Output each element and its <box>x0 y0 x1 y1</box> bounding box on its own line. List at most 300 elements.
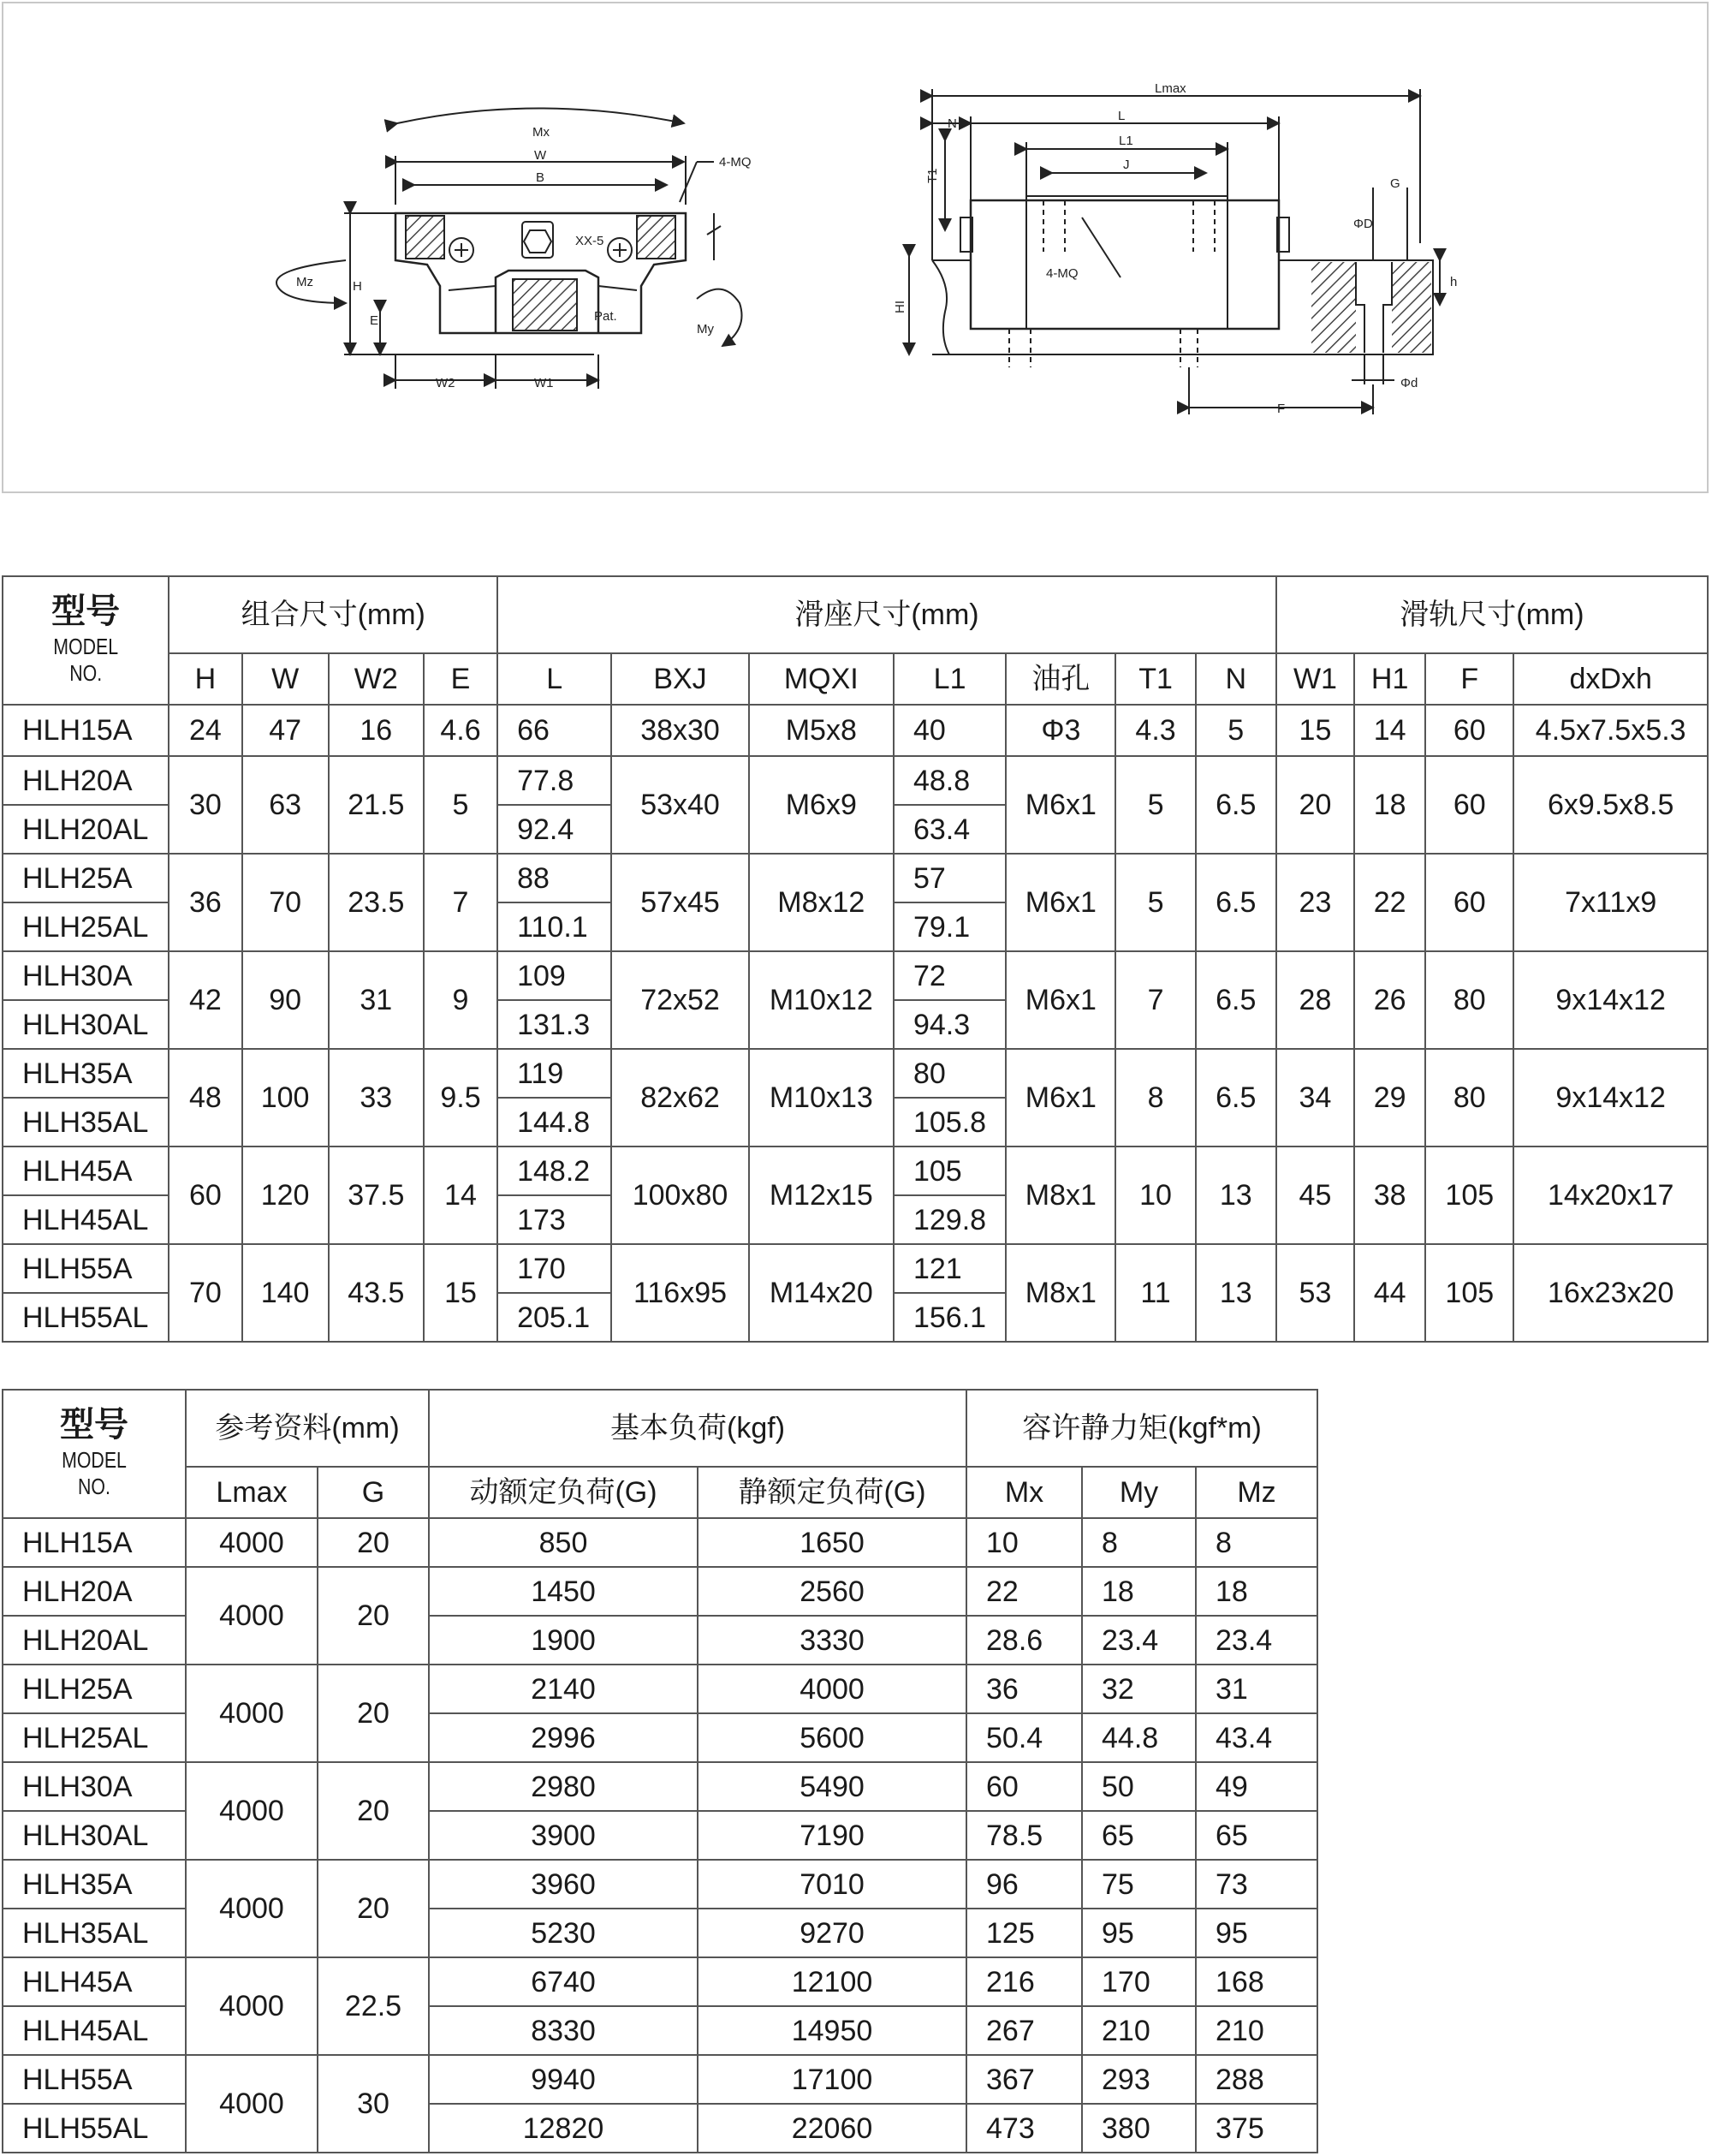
column-header: H <box>169 653 241 705</box>
cell-e: 14 <box>424 1146 497 1244</box>
cell-h: 70 <box>169 1244 241 1342</box>
cell-dxdxh: 6x9.5x8.5 <box>1513 756 1708 854</box>
label-w1: W1 <box>534 376 554 390</box>
model-cell: HLH35A <box>3 1049 169 1098</box>
cell-l: 88 <box>497 854 611 902</box>
cell-dynamic-load: 3960 <box>429 1860 698 1909</box>
cell-h1: 14 <box>1354 705 1425 756</box>
label-b: B <box>536 170 545 185</box>
header-model-en-2: NO. <box>69 660 103 686</box>
dimensions-table-header <box>3 576 1708 705</box>
header-group-static-moment: 容许静力矩(kgf*m) <box>966 1390 1317 1467</box>
cell-my: 170 <box>1082 1957 1196 2006</box>
label-t1: T1 <box>925 168 940 183</box>
cell-dynamic-load: 9940 <box>429 2055 698 2104</box>
front-view <box>276 109 742 390</box>
cell-dynamic-load: 1450 <box>429 1567 698 1616</box>
model-cell: HLH35A <box>3 1860 186 1909</box>
cell-t1: 4.3 <box>1115 705 1195 756</box>
cell-w: 70 <box>242 854 329 951</box>
model-cell: HLH25A <box>3 1665 186 1713</box>
cell-static-load: 14950 <box>698 2006 966 2055</box>
loads-header-model-en-2: NO. <box>78 1474 110 1499</box>
cell-l1: 105.8 <box>894 1098 1006 1146</box>
cell-lmax: 4000 <box>186 1567 318 1665</box>
model-cell: HLH25AL <box>3 902 169 951</box>
header-group-block: 滑座尺寸(mm) <box>497 576 1276 653</box>
cell-mx: 267 <box>966 2006 1082 2055</box>
cell-dynamic-load: 1900 <box>429 1616 698 1665</box>
loads-header-model-cn: 型号 <box>60 1405 128 1444</box>
table-row <box>3 854 1708 902</box>
cell-l: 170 <box>497 1244 611 1293</box>
cell-l: 109 <box>497 951 611 1000</box>
cell-mz: 43.4 <box>1196 1713 1317 1762</box>
cell-f: 80 <box>1425 1049 1513 1146</box>
column-header: F <box>1425 653 1513 705</box>
cell-l1: 72 <box>894 951 1006 1000</box>
cell-mx: 36 <box>966 1665 1082 1713</box>
cell-oil-hole: M8x1 <box>1006 1244 1115 1342</box>
cell-e: 9 <box>424 951 497 1049</box>
cell-w1: 53 <box>1276 1244 1354 1342</box>
table-row <box>3 1518 1317 1567</box>
column-header: N <box>1196 653 1276 705</box>
cell-l1: 156.1 <box>894 1293 1006 1342</box>
label-l1: L1 <box>1119 134 1133 148</box>
cell-mx: 216 <box>966 1957 1082 2006</box>
cell-mx: 96 <box>966 1860 1082 1909</box>
model-cell: HLH25AL <box>3 1713 186 1762</box>
model-cell: HLH35AL <box>3 1098 169 1146</box>
cell-l1: 80 <box>894 1049 1006 1098</box>
model-cell: HLH55A <box>3 1244 169 1293</box>
cell-h1: 26 <box>1354 951 1425 1049</box>
cell-l: 148.2 <box>497 1146 611 1195</box>
table-row <box>3 1244 1708 1293</box>
label-j: J <box>1123 158 1130 172</box>
cell-mz: 168 <box>1196 1957 1317 2006</box>
cell-l1: 94.3 <box>894 1000 1006 1049</box>
cell-n: 6.5 <box>1196 951 1276 1049</box>
cell-w2: 16 <box>329 705 424 756</box>
cell-oil-hole: M6x1 <box>1006 951 1115 1049</box>
column-header: dxDxh <box>1513 653 1708 705</box>
cell-l: 144.8 <box>497 1098 611 1146</box>
cell-mx: 473 <box>966 2104 1082 2153</box>
cell-g: 20 <box>318 1860 429 1957</box>
cell-n: 6.5 <box>1196 756 1276 854</box>
cell-f: 60 <box>1425 705 1513 756</box>
column-header: L1 <box>894 653 1006 705</box>
cell-mqxi: M8x12 <box>749 854 894 951</box>
cell-w2: 43.5 <box>329 1244 424 1342</box>
column-header: T1 <box>1115 653 1195 705</box>
cell-mz: 73 <box>1196 1860 1317 1909</box>
model-cell: HLH20AL <box>3 805 169 854</box>
label-xx5: XX-5 <box>575 234 604 248</box>
table-row <box>3 1049 1708 1098</box>
column-header: Mz <box>1196 1467 1317 1518</box>
column-header: Lmax <box>186 1467 318 1518</box>
table-row <box>3 705 1708 756</box>
my-arrow <box>697 289 742 346</box>
cell-my: 23.4 <box>1082 1616 1196 1665</box>
column-header: L <box>497 653 611 705</box>
cell-static-load: 1650 <box>698 1518 966 1567</box>
column-header: H1 <box>1354 653 1425 705</box>
cell-w1: 45 <box>1276 1146 1354 1244</box>
cell-my: 50 <box>1082 1762 1196 1811</box>
cell-mx: 125 <box>966 1909 1082 1957</box>
cell-dynamic-load: 8330 <box>429 2006 698 2055</box>
cell-l: 205.1 <box>497 1293 611 1342</box>
cell-w2: 23.5 <box>329 854 424 951</box>
table-row <box>3 1762 1317 1811</box>
cell-t1: 5 <box>1115 756 1195 854</box>
label-pat: Pat. <box>594 309 617 324</box>
dimensions-column-headers <box>3 653 1708 705</box>
cell-my: 293 <box>1082 2055 1196 2104</box>
table-row <box>3 951 1708 1000</box>
cell-lmax: 4000 <box>186 1518 318 1567</box>
label-4mq-front: 4-MQ <box>719 155 752 170</box>
column-header: MQXI <box>749 653 894 705</box>
cell-mqxi: M5x8 <box>749 705 894 756</box>
cell-w2: 33 <box>329 1049 424 1146</box>
header-group-assembly: 组合尺寸(mm) <box>169 576 497 653</box>
cell-lmax: 4000 <box>186 1860 318 1957</box>
cell-h: 42 <box>169 951 241 1049</box>
cell-e: 9.5 <box>424 1049 497 1146</box>
header-group-reference: 参考资料(mm) <box>186 1390 429 1467</box>
cell-my: 95 <box>1082 1909 1196 1957</box>
cell-static-load: 12100 <box>698 1957 966 2006</box>
cell-static-load: 5600 <box>698 1713 966 1762</box>
cell-dynamic-load: 6740 <box>429 1957 698 2006</box>
cell-mz: 49 <box>1196 1762 1317 1811</box>
cell-w2: 37.5 <box>329 1146 424 1244</box>
cell-bxj: 100x80 <box>611 1146 748 1244</box>
column-header: W2 <box>329 653 424 705</box>
table-row <box>3 1665 1317 1713</box>
cell-w: 90 <box>242 951 329 1049</box>
cell-dynamic-load: 2980 <box>429 1762 698 1811</box>
cell-mz: 95 <box>1196 1909 1317 1957</box>
cell-l: 119 <box>497 1049 611 1098</box>
cell-mz: 288 <box>1196 2055 1317 2104</box>
cell-bxj: 53x40 <box>611 756 748 854</box>
model-cell: HLH15A <box>3 1518 186 1567</box>
cell-w2: 21.5 <box>329 756 424 854</box>
model-cell: HLH45A <box>3 1957 186 2006</box>
cell-n: 6.5 <box>1196 854 1276 951</box>
table-row <box>3 1957 1317 2006</box>
cell-w: 100 <box>242 1049 329 1146</box>
label-e: E <box>370 313 379 328</box>
cell-mx: 10 <box>966 1518 1082 1567</box>
cell-my: 8 <box>1082 1518 1196 1567</box>
table-row <box>3 1567 1317 1616</box>
loads-table <box>2 1389 1318 2153</box>
cell-g: 20 <box>318 1567 429 1665</box>
side-block <box>971 200 1279 329</box>
column-header: E <box>424 653 497 705</box>
cell-static-load: 9270 <box>698 1909 966 1957</box>
cell-my: 75 <box>1082 1860 1196 1909</box>
cell-e: 4.6 <box>424 705 497 756</box>
cell-w1: 28 <box>1276 951 1354 1049</box>
cell-dynamic-load: 12820 <box>429 2104 698 2153</box>
column-header: 静额定负荷(G) <box>698 1467 966 1518</box>
cell-dynamic-load: 850 <box>429 1518 698 1567</box>
cell-static-load: 7190 <box>698 1811 966 1860</box>
label-w: W <box>534 148 547 163</box>
model-cell: HLH30A <box>3 1762 186 1811</box>
model-cell: HLH20AL <box>3 1616 186 1665</box>
model-cell: HLH55A <box>3 2055 186 2104</box>
cell-h: 30 <box>169 756 241 854</box>
model-cell: HLH45AL <box>3 2006 186 2055</box>
cell-l1: 57 <box>894 854 1006 902</box>
label-mx: Mx <box>532 125 550 140</box>
loads-table-body <box>3 1518 1317 2153</box>
cell-e: 5 <box>424 756 497 854</box>
loads-header-model-en-1: MODEL <box>62 1446 127 1473</box>
cell-w1: 23 <box>1276 854 1354 951</box>
model-cell: HLH55AL <box>3 2104 186 2153</box>
cell-lmax: 4000 <box>186 1665 318 1762</box>
cell-static-load: 22060 <box>698 2104 966 2153</box>
cell-oil-hole: M8x1 <box>1006 1146 1115 1244</box>
cell-my: 32 <box>1082 1665 1196 1713</box>
cell-f: 60 <box>1425 854 1513 951</box>
model-cell: HLH30AL <box>3 1000 169 1049</box>
cell-e: 7 <box>424 854 497 951</box>
label-h-small: h <box>1450 275 1458 289</box>
column-header: 油孔 <box>1006 653 1115 705</box>
label-f: F <box>1277 402 1286 416</box>
cell-f: 105 <box>1425 1244 1513 1342</box>
cell-g: 20 <box>318 1762 429 1860</box>
cell-l: 77.8 <box>497 756 611 805</box>
cell-f: 105 <box>1425 1146 1513 1244</box>
table-row <box>3 756 1708 805</box>
label-l: L <box>1118 109 1126 123</box>
column-header: Mx <box>966 1467 1082 1518</box>
cell-static-load: 4000 <box>698 1665 966 1713</box>
cell-h: 24 <box>169 705 241 756</box>
cell-mx: 60 <box>966 1762 1082 1811</box>
cell-mqxi: M10x13 <box>749 1049 894 1146</box>
cell-bxj: 72x52 <box>611 951 748 1049</box>
cell-mx: 28.6 <box>966 1616 1082 1665</box>
cell-n: 13 <box>1196 1244 1276 1342</box>
loads-column-headers <box>3 1467 1317 1518</box>
header-group-rail: 滑轨尺寸(mm) <box>1276 576 1708 653</box>
cell-mz: 23.4 <box>1196 1616 1317 1665</box>
cell-mz: 18 <box>1196 1567 1317 1616</box>
model-cell: HLH30AL <box>3 1811 186 1860</box>
cell-l: 131.3 <box>497 1000 611 1049</box>
label-g: G <box>1390 176 1400 191</box>
cell-h: 48 <box>169 1049 241 1146</box>
cell-bxj: 82x62 <box>611 1049 748 1146</box>
cell-h1: 18 <box>1354 756 1425 854</box>
cell-w: 63 <box>242 756 329 854</box>
cell-n: 5 <box>1196 705 1276 756</box>
cell-lmax: 4000 <box>186 2055 318 2153</box>
cell-dxdxh: 14x20x17 <box>1513 1146 1708 1244</box>
model-cell: HLH55AL <box>3 1293 169 1342</box>
cell-f: 80 <box>1425 951 1513 1049</box>
cell-oil-hole: M6x1 <box>1006 756 1115 854</box>
model-cell: HLH25A <box>3 854 169 902</box>
mx-arrow <box>397 109 684 124</box>
cell-t1: 11 <box>1115 1244 1195 1342</box>
header-model <box>3 576 169 705</box>
side-view <box>909 89 1440 414</box>
label-hi: HI <box>893 301 907 313</box>
cell-mz: 375 <box>1196 2104 1317 2153</box>
technical-drawing <box>3 3 1707 491</box>
header-model-en-1: MODEL <box>53 633 119 659</box>
model-cell: HLH15A <box>3 705 169 756</box>
cell-dxdxh: 9x14x12 <box>1513 951 1708 1049</box>
model-cell: HLH35AL <box>3 1909 186 1957</box>
cell-l1: 105 <box>894 1146 1006 1195</box>
cell-oil-hole: Φ3 <box>1006 705 1115 756</box>
cell-bxj: 38x30 <box>611 705 748 756</box>
technical-drawing-panel <box>2 2 1709 493</box>
loads-table-header <box>3 1390 1317 1518</box>
cell-mx: 50.4 <box>966 1713 1082 1762</box>
cell-l: 92.4 <box>497 805 611 854</box>
table-row <box>3 1860 1317 1909</box>
model-cell: HLH45A <box>3 1146 169 1195</box>
label-my: My <box>697 322 714 337</box>
cell-h: 60 <box>169 1146 241 1244</box>
cell-mqxi: M12x15 <box>749 1146 894 1244</box>
cell-dxdxh: 7x11x9 <box>1513 854 1708 951</box>
cell-mz: 210 <box>1196 2006 1317 2055</box>
cell-mz: 8 <box>1196 1518 1317 1567</box>
cell-dynamic-load: 2996 <box>429 1713 698 1762</box>
column-header: W1 <box>1276 653 1354 705</box>
cell-my: 44.8 <box>1082 1713 1196 1762</box>
loads-header-model <box>3 1390 186 1518</box>
cell-mz: 65 <box>1196 1811 1317 1860</box>
cell-l1: 129.8 <box>894 1195 1006 1244</box>
cell-bxj: 57x45 <box>611 854 748 951</box>
cell-static-load: 7010 <box>698 1860 966 1909</box>
cell-static-load: 3330 <box>698 1616 966 1665</box>
cell-w: 47 <box>242 705 329 756</box>
cell-t1: 8 <box>1115 1049 1195 1146</box>
column-header: My <box>1082 1467 1196 1518</box>
cell-w: 120 <box>242 1146 329 1244</box>
cell-mx: 367 <box>966 2055 1082 2104</box>
cell-n: 13 <box>1196 1146 1276 1244</box>
cell-dxdxh: 9x14x12 <box>1513 1049 1708 1146</box>
label-phi-d-upper: ΦD <box>1353 217 1373 231</box>
cell-static-load: 17100 <box>698 2055 966 2104</box>
cell-t1: 5 <box>1115 854 1195 951</box>
cell-e: 15 <box>424 1244 497 1342</box>
cell-h1: 29 <box>1354 1049 1425 1146</box>
cell-my: 210 <box>1082 2006 1196 2055</box>
column-header: BXJ <box>611 653 748 705</box>
cell-mqxi: M14x20 <box>749 1244 894 1342</box>
label-n: N <box>948 116 957 131</box>
label-w2: W2 <box>436 376 455 390</box>
cell-l1: 63.4 <box>894 805 1006 854</box>
header-group-basic-load: 基本负荷(kgf) <box>429 1390 966 1467</box>
cell-dynamic-load: 5230 <box>429 1909 698 1957</box>
label-h: H <box>353 279 362 294</box>
dimensions-table <box>2 575 1709 1343</box>
dimensions-table-body <box>3 705 1708 1342</box>
table-row <box>3 2055 1317 2104</box>
label-mz: Mz <box>296 275 313 289</box>
cell-my: 18 <box>1082 1567 1196 1616</box>
cell-dynamic-load: 2140 <box>429 1665 698 1713</box>
cell-oil-hole: M6x1 <box>1006 854 1115 951</box>
label-phi-d-lower: Φd <box>1400 376 1418 390</box>
cell-l1: 40 <box>894 705 1006 756</box>
cell-l1: 79.1 <box>894 902 1006 951</box>
cell-h1: 38 <box>1354 1146 1425 1244</box>
cell-l: 173 <box>497 1195 611 1244</box>
cell-g: 20 <box>318 1518 429 1567</box>
cell-g: 20 <box>318 1665 429 1762</box>
model-cell: HLH20A <box>3 1567 186 1616</box>
cell-t1: 7 <box>1115 951 1195 1049</box>
model-cell: HLH20A <box>3 756 169 805</box>
cell-mqxi: M10x12 <box>749 951 894 1049</box>
column-header: 动额定负荷(G) <box>429 1467 698 1518</box>
cell-w1: 15 <box>1276 705 1354 756</box>
cell-lmax: 4000 <box>186 1957 318 2055</box>
cell-l1: 48.8 <box>894 756 1006 805</box>
cell-my: 65 <box>1082 1811 1196 1860</box>
cell-g: 30 <box>318 2055 429 2153</box>
column-header: G <box>318 1467 429 1518</box>
cell-bxj: 116x95 <box>611 1244 748 1342</box>
cell-mz: 31 <box>1196 1665 1317 1713</box>
model-cell: HLH30A <box>3 951 169 1000</box>
cell-static-load: 5490 <box>698 1762 966 1811</box>
table-row <box>3 1146 1708 1195</box>
cell-h1: 44 <box>1354 1244 1425 1342</box>
cell-mqxi: M6x9 <box>749 756 894 854</box>
cell-w1: 20 <box>1276 756 1354 854</box>
model-cell: HLH45AL <box>3 1195 169 1244</box>
cell-w: 140 <box>242 1244 329 1342</box>
header-model-cn: 型号 <box>51 592 121 630</box>
cell-my: 380 <box>1082 2104 1196 2153</box>
cell-dxdxh: 16x23x20 <box>1513 1244 1708 1342</box>
cell-h1: 22 <box>1354 854 1425 951</box>
cell-w2: 31 <box>329 951 424 1049</box>
cell-t1: 10 <box>1115 1146 1195 1244</box>
cell-l1: 121 <box>894 1244 1006 1293</box>
cell-w1: 34 <box>1276 1049 1354 1146</box>
cell-dxdxh: 4.5x7.5x5.3 <box>1513 705 1708 756</box>
cell-static-load: 2560 <box>698 1567 966 1616</box>
cell-dynamic-load: 3900 <box>429 1811 698 1860</box>
cell-mx: 78.5 <box>966 1811 1082 1860</box>
